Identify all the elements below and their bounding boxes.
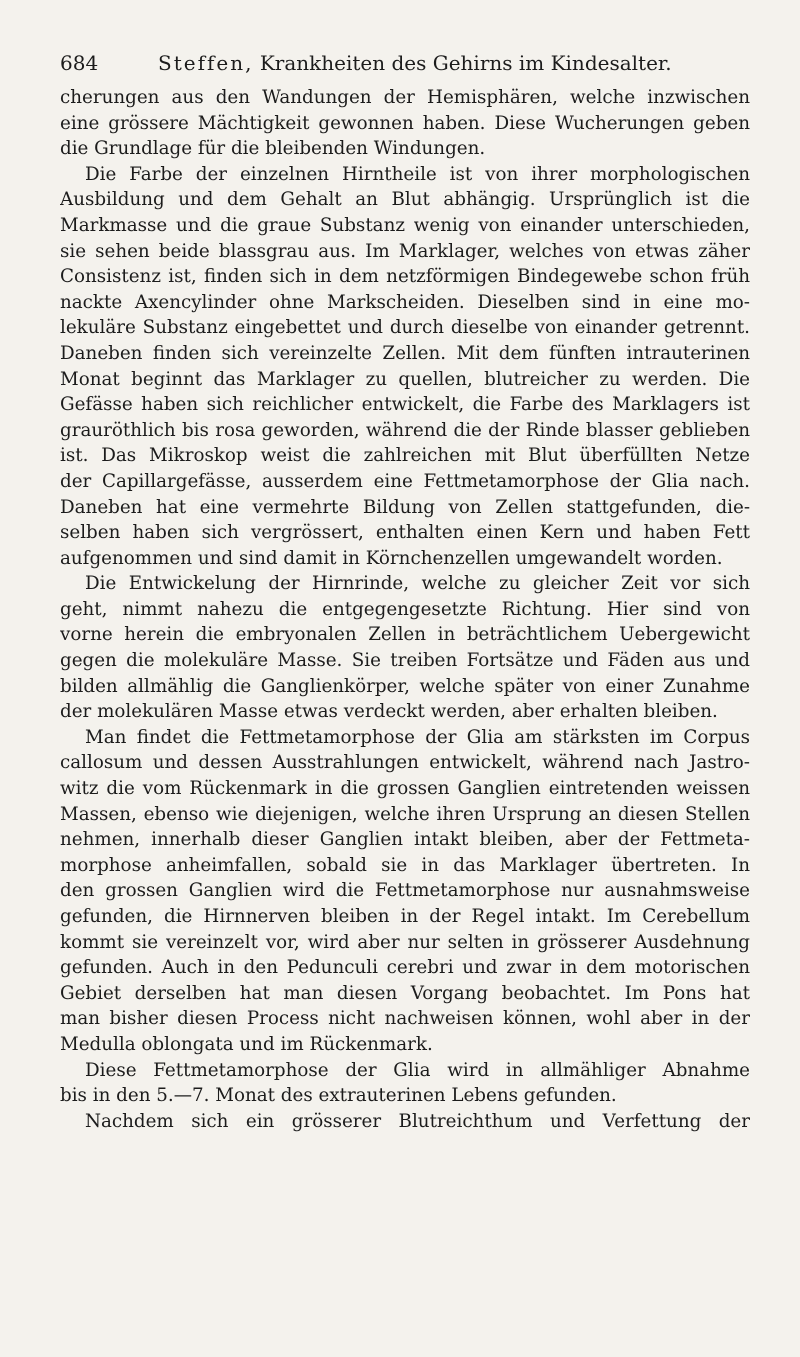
text-line: Die Farbe der einzelnen Hirntheile ist von ihrer morphologischen	[85, 163, 750, 185]
text-line: Gefässe haben sich reichlicher entwickelt, die Farbe des Marklagers ist	[60, 394, 750, 416]
text-line: grauröthlich bis rosa geworden, während die der Rinde blasser geblieben	[60, 419, 750, 441]
text-line: Ausbildung und dem Gehalt an Blut abhängig. Ursprünglich ist die	[60, 189, 750, 211]
header-title: Krankheiten des Gehirns im Kindesalter.	[259, 51, 672, 75]
text-line: Diese Fettmetamorphose der Glia wird in allmähliger Abnahme	[85, 1059, 750, 1081]
header-author: Steffen,	[158, 51, 254, 75]
text-line: Gebiet derselben hat man diesen Vorgang beobachtet. Im Pons hat	[60, 982, 750, 1004]
text-line: nackte Axencylinder ohne Markscheiden. Dieselben sind in eine mo-	[60, 291, 750, 313]
page-number: 684	[60, 51, 99, 75]
text-line: ist. Das Mikroskop weist die zahlreichen mit Blut überfüllten Netze	[60, 445, 750, 467]
text-line: Daneben hat eine vermehrte Bildung von Zellen stattgefunden, die-	[60, 496, 750, 518]
text-line: der Capillargefässe, ausserdem eine Fettmetamorphose der Glia nach.	[60, 470, 750, 492]
text-line: Daneben finden sich vereinzelte Zellen. Mit dem fünften intrauterinen	[60, 342, 750, 364]
text-line: bis in den 5.—7. Monat des extrauterinen Lebens gefunden.	[60, 1085, 617, 1107]
text-line: gefunden, die Hirnnerven bleiben in der Regel intakt. Im Cerebellum	[60, 906, 750, 927]
text-line: bilden allmählig die Ganglienkörper, welche später von einer Zunahme	[60, 675, 750, 697]
text-line: sie sehen beide blassgrau aus. Im Marklager, welches von etwas zäher	[60, 240, 750, 262]
text-line: selben haben sich vergrössert, enthalten einen Kern und haben Fett	[60, 522, 750, 544]
text-line: Die Entwickelung der Hirnrinde, welche zu gleicher Zeit vor sich	[85, 573, 750, 595]
text-line: Massen, ebenso wie diejenigen, welche ihren Ursprung an diesen Stellen	[60, 803, 750, 825]
text-line: Man findet die Fettmetamorphose der Glia am stärksten im Corpus	[85, 726, 750, 748]
text-line: man bisher diesen Process nicht nachweisen können, wohl aber in der	[60, 1008, 750, 1030]
text-line: lekuläre Substanz eingebettet und durch dieselbe von einander getrennt.	[60, 317, 750, 339]
running-header	[60, 50, 750, 76]
text-line: Nachdem sich ein grösserer Blutreichthum und Verfettung der	[85, 1110, 750, 1132]
paragraph	[60, 162, 750, 572]
text-line: cherungen aus den Wandungen der Hemisphären, welche inzwischen	[60, 87, 750, 108]
text-line: gefunden. Auch in den Pedunculi cerebri und zwar in dem motorischen	[60, 957, 750, 979]
text-line: aufgenommen und sind damit in Körnchenzellen umgewandelt worden.	[60, 547, 723, 569]
paragraph	[60, 1058, 750, 1109]
text-line: der molekulären Masse etwas verdeckt werden, aber erhalten bleiben.	[60, 701, 718, 723]
text-line: gegen die molekuläre Masse. Sie treiben Fortsätze und Fäden aus und	[60, 650, 750, 672]
text-line: den grossen Ganglien wird die Fettmetamorphose nur ausnahmsweise	[60, 880, 750, 902]
body-text	[60, 85, 750, 1134]
text-line: nehmen, innerhalb dieser Ganglien intakt bleiben, aber der Fettmeta-	[60, 829, 750, 851]
paragraph	[60, 571, 750, 725]
text-line: morphose anheimfallen, sobald sie in das Marklager übertreten. In	[60, 854, 750, 876]
text-line: Consistenz ist, finden sich in dem netzförmigen Bindegewebe schon früh	[60, 266, 750, 288]
paragraph	[60, 1109, 750, 1135]
text-line: die Grundlage für die bleibenden Windungen.	[60, 138, 486, 160]
text-line: vorne herein die embryonalen Zellen in beträchtlichem Uebergewicht	[60, 624, 750, 646]
paragraph	[60, 725, 750, 1058]
paragraph	[60, 85, 750, 162]
text-line: eine grössere Mächtigkeit gewonnen haben. Diese Wucherungen geben	[60, 112, 750, 134]
text-line: Medulla oblongata und im Rückenmark.	[60, 1033, 433, 1055]
text-line: witz die vom Rückenmark in die grossen Ganglien eintretenden weissen	[60, 778, 750, 800]
text-line: kommt sie vereinzelt vor, wird aber nur selten in grösserer Ausdehnung	[60, 931, 750, 953]
text-line: geht, nimmt nahezu die entgegengesetzte Richtung. Hier sind von	[60, 598, 750, 620]
text-line: callosum und dessen Ausstrahlungen entwickelt, während nach Jastro-	[60, 752, 750, 774]
text-line: Monat beginnt das Marklager zu quellen, blutreicher zu werden. Die	[60, 368, 750, 390]
text-line: Markmasse und die graue Substanz wenig von einander unterschieden,	[60, 214, 750, 236]
